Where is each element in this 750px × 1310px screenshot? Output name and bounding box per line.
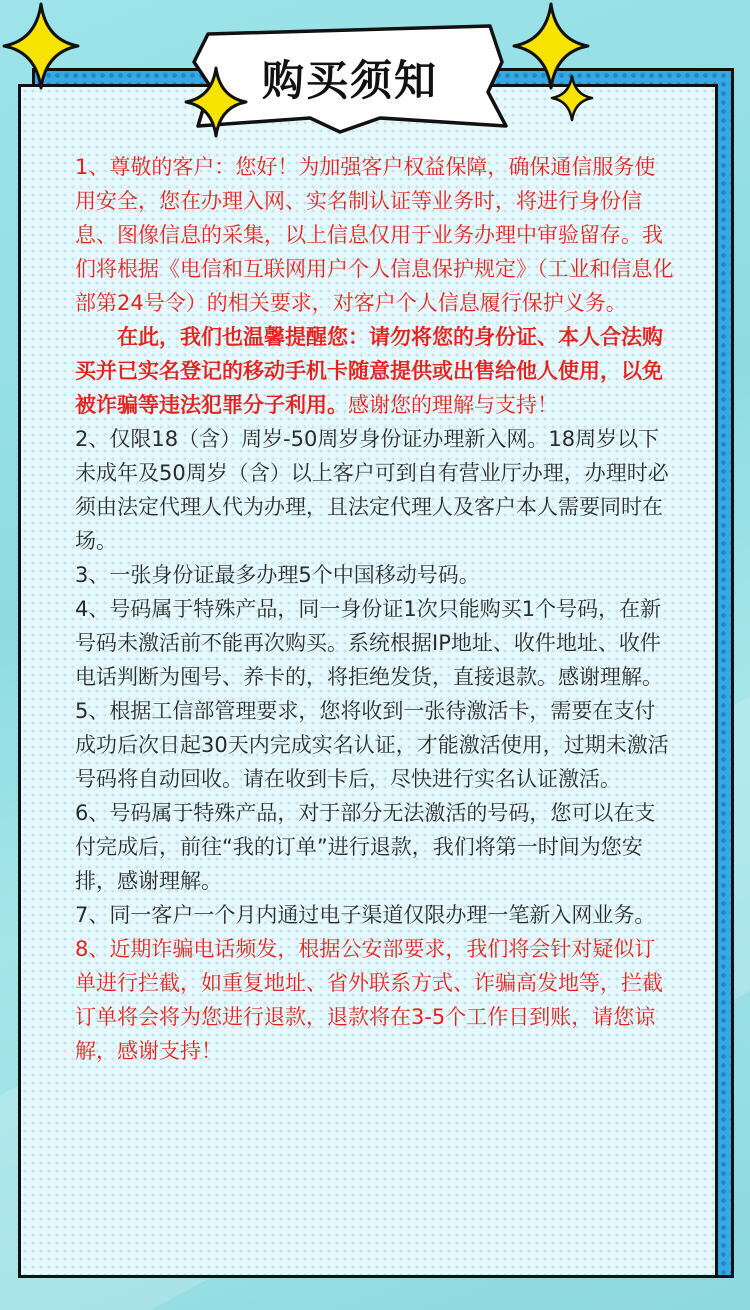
notice-content — [75, 150, 675, 1068]
star-icon — [184, 66, 248, 138]
notice-item-7: 7、同一客户一个月内通过电子渠道仅限办理一笔新入网业务。 — [75, 903, 656, 927]
notice-item-5: 5、根据工信部管理要求，您将收到一张待激活卡，需要在支付成功后次日起30天内完成实名认证，才能激活使用，过期未激活号码将自动回收。请在收到卡后，尽快进行实名认证激活。 — [75, 699, 669, 791]
notice-item-1: 1、尊敬的客户：您好！为加强客户权益保障，确保通信服务使用安全，您在办理入网、实名制认证等业务时，将进行身份信息、图像信息的采集，以上信息仅用于业务办理中审验留存。我们将根据《电信和互联网用户个人信息保护规定》（工业和信息化部第24号令）的相关要求，对客户个人信息履行保护义务。 — [75, 155, 674, 315]
notice-item-2: 2、仅限18（含）周岁-50周岁身份证办理新入网。18周岁以下未成年及50周岁（含）以上客户可到自有营业厅办理，办理时必须由法定代理人代为办理，且法定代理人及客户本人需要同时在场。 — [75, 427, 669, 553]
notice-item-3: 3、一张身份证最多办理5个中国移动号码。 — [75, 563, 480, 587]
warning-thanks-text: 感谢您的理解与支持！ — [348, 393, 558, 417]
notice-warning — [75, 320, 675, 422]
notice-item-8: 8、近期诈骗电话频发，根据公安部要求，我们将会针对疑似订单进行拦截，如重复地址、省外联系方式、诈骗高发地等，拦截订单将会将为您进行退款，退款将在3-5个工作日到账，请您谅解，感谢支持！ — [75, 937, 663, 1063]
warning-bold-text: 在此，我们也温馨提醒您：请勿将您的身份证、本人合法购买并已实名登记的移动手机卡随意提供或出售给他人使用，以免被诈骗等违法犯罪分子利用。 — [75, 325, 663, 417]
notice-item-4: 4、号码属于特殊产品，同一身份证1次只能购买1个号码，在新号码未激活前不能再次购买。系统根据IP地址、收件地址、收件电话判断为囤号、养卡的，将拒绝发货，直接退款。感谢理解。 — [75, 597, 663, 689]
star-icon — [2, 2, 80, 90]
star-icon — [550, 74, 594, 122]
notice-item-6: 6、号码属于特殊产品，对于部分无法激活的号码，您可以在支付完成后，前往“我的订单”进行退款，我们将第一时间为您安排，感谢理解。 — [75, 801, 656, 893]
page-title: 购买须知 — [261, 56, 438, 105]
